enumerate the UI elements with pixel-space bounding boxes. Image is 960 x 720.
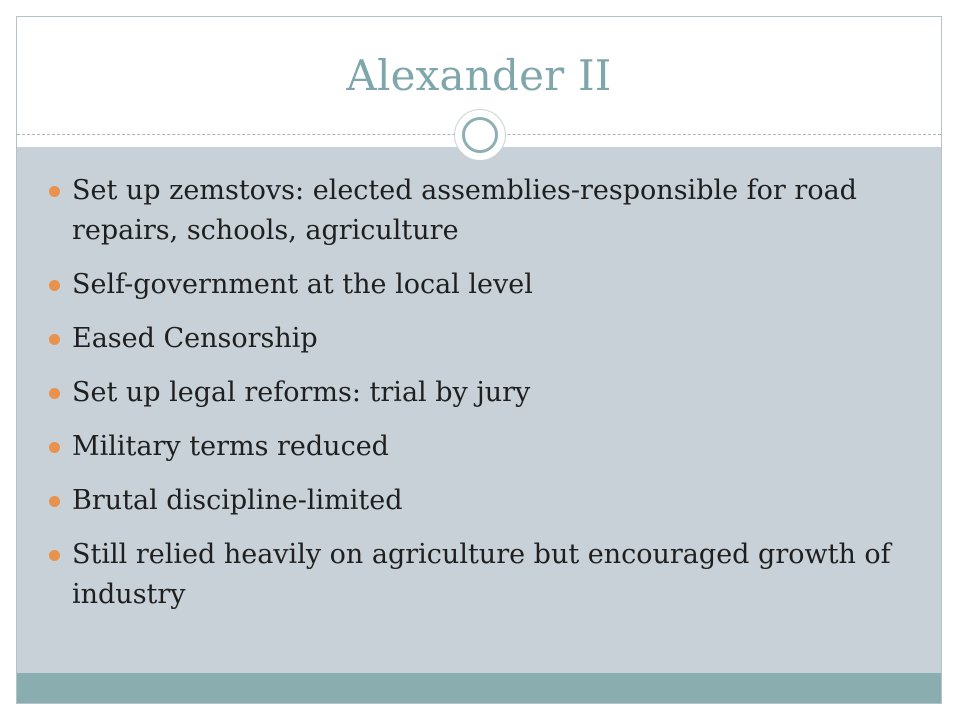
- ring-icon: [455, 110, 505, 160]
- bullet-text: Self-government at the local level: [72, 269, 533, 300]
- slide: [16, 16, 942, 704]
- bullet-text: Set up zemstovs: elected assemblies-responsible for road repairs, schools, agriculture: [72, 175, 857, 246]
- bullet-text: Eased Censorship: [72, 323, 318, 354]
- bullet-dot-icon: [49, 550, 60, 561]
- bullet-text: Military terms reduced: [72, 431, 389, 462]
- bullet-list: [17, 171, 941, 629]
- bullet-item: [17, 427, 941, 467]
- bullet-dot-icon: [49, 280, 60, 291]
- bullet-item: [17, 535, 941, 615]
- bullet-dot-icon: [49, 388, 60, 399]
- bullet-text: Still relied heavily on agriculture but encouraged growth of industry: [72, 539, 891, 610]
- bullet-dot-icon: [49, 496, 60, 507]
- bullet-item: [17, 171, 941, 251]
- bullet-dot-icon: [49, 334, 60, 345]
- slide-title: Alexander II: [346, 51, 612, 100]
- bullet-dot-icon: [49, 186, 60, 197]
- bullet-text: Brutal discipline-limited: [72, 485, 403, 516]
- bullet-text: Set up legal reforms: trial by jury: [72, 377, 531, 408]
- bullet-item: [17, 481, 941, 521]
- content-area: [17, 147, 941, 673]
- bullet-item: [17, 265, 941, 305]
- bullet-item: [17, 373, 941, 413]
- bullet-item: [17, 319, 941, 359]
- bullet-dot-icon: [49, 442, 60, 453]
- footer-band: [17, 673, 941, 703]
